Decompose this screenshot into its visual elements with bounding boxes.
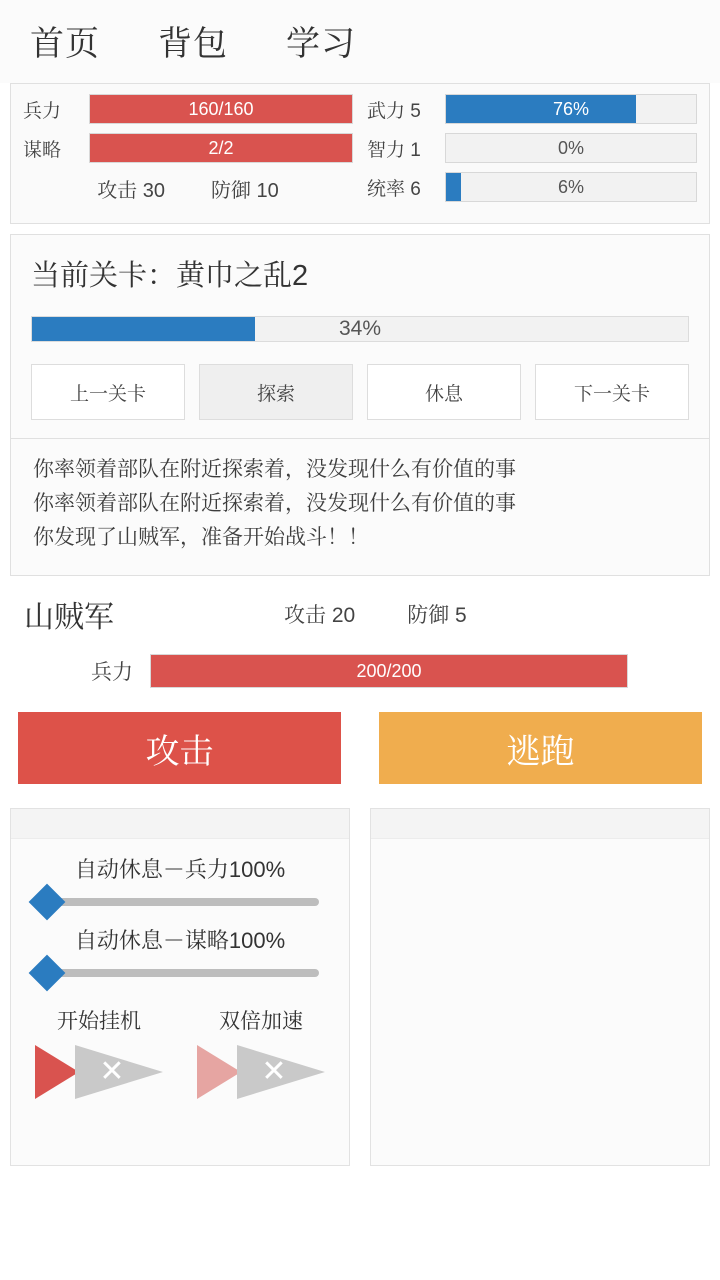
command-bar-text: 6% <box>557 176 584 197</box>
panel-header-strip <box>371 809 709 839</box>
stage-button-row <box>31 364 689 420</box>
strategy-bar-text: 2/2 <box>208 137 234 158</box>
log-line: 你率领着部队在附近探索着，没发现什么有价值的事 <box>33 492 516 515</box>
stats-left-column <box>23 94 367 211</box>
auto-rest-strategy-label: 自动休息－谋略100% <box>74 928 286 953</box>
auto-rest-troops-block <box>11 839 349 977</box>
intellect-bar <box>445 133 697 163</box>
next-stage-button[interactable]: 下一关卡 <box>535 364 689 420</box>
stage-panel <box>10 234 710 439</box>
flee-button[interactable]: 逃跑 <box>379 712 702 784</box>
auto-rest-strategy-slider[interactable] <box>41 969 319 977</box>
enemy-attrs <box>284 599 467 629</box>
enemy-header <box>24 592 696 636</box>
battle-actions <box>18 712 702 784</box>
rest-button[interactable]: 休息 <box>367 364 521 420</box>
command-row <box>367 172 697 202</box>
toggle-row <box>11 995 349 1099</box>
double-speed-toggle[interactable] <box>197 1045 325 1099</box>
auto-settings-panel <box>10 808 350 1166</box>
enemy-panel <box>10 592 710 688</box>
close-icon: ✕ <box>99 1055 125 1088</box>
command-bar <box>445 172 697 202</box>
might-label: 武力 5 <box>367 100 421 122</box>
page-title: 当前关卡：黄巾之乱2 <box>31 260 309 292</box>
nav-bag[interactable]: 背包 <box>158 25 228 63</box>
attack-defense-row <box>23 172 353 203</box>
might-bar <box>445 94 697 124</box>
defense-value: 防御 10 <box>211 180 279 202</box>
toggle-on-icon <box>197 1045 241 1099</box>
auto-rest-troops-label: 自动休息－兵力100% <box>74 857 286 882</box>
toggle-on-icon <box>35 1045 79 1099</box>
troops-row <box>23 94 353 124</box>
might-bar-text: 76% <box>552 98 590 119</box>
nav-study[interactable]: 学习 <box>286 25 356 63</box>
log-line: 你率领着部队在附近探索着，没发现什么有价值的事 <box>33 458 516 481</box>
stage-progress-label: 34% <box>338 317 382 340</box>
bottom-panels <box>10 808 710 1166</box>
prev-stage-button[interactable]: 上一关卡 <box>31 364 185 420</box>
command-label: 统率 6 <box>367 178 421 200</box>
enemy-defense: 防御 5 <box>407 604 467 627</box>
panel-header-strip <box>11 809 349 839</box>
slider-thumb[interactable] <box>28 884 65 921</box>
double-speed-toggle-label: 双倍加速 <box>219 1010 303 1033</box>
top-nav <box>0 0 720 83</box>
intellect-row <box>367 133 697 163</box>
idle-toggle[interactable] <box>35 1045 163 1099</box>
player-stats-panel <box>10 83 710 224</box>
idle-toggle-group <box>33 1005 165 1099</box>
stats-right-column <box>367 94 697 211</box>
explore-button[interactable]: 探索 <box>199 364 353 420</box>
slider-thumb[interactable] <box>28 955 65 992</box>
enemy-name: 山贼军 <box>24 601 114 634</box>
stage-progress-bar <box>31 316 689 342</box>
strategy-row <box>23 133 353 163</box>
enemy-hp-bar-text: 200/200 <box>356 660 422 681</box>
log-line: 你发现了山贼军，准备开始战斗！！ <box>33 526 369 549</box>
intellect-bar-text: 0% <box>557 137 584 158</box>
enemy-hp-row <box>24 654 696 688</box>
enemy-attack: 攻击 20 <box>284 604 356 627</box>
might-row <box>367 94 697 124</box>
attack-value: 攻击 30 <box>97 180 165 202</box>
troops-label: 兵力 <box>23 100 62 122</box>
intellect-label: 智力 1 <box>367 139 421 161</box>
enemy-hp-bar <box>150 654 628 688</box>
troops-bar-text: 160/160 <box>188 98 254 119</box>
enemy-hp-label: 兵力 <box>91 661 133 684</box>
double-speed-toggle-group <box>195 1005 327 1099</box>
auto-rest-troops-slider[interactable] <box>41 898 319 906</box>
side-empty-panel <box>370 808 710 1166</box>
attack-button[interactable]: 攻击 <box>18 712 341 784</box>
strategy-label: 谋略 <box>23 139 62 161</box>
nav-home[interactable]: 首页 <box>30 25 100 63</box>
close-icon: ✕ <box>261 1055 287 1088</box>
troops-bar <box>89 94 353 124</box>
idle-toggle-label: 开始挂机 <box>57 1010 141 1033</box>
strategy-bar <box>89 133 353 163</box>
event-log <box>10 439 710 576</box>
